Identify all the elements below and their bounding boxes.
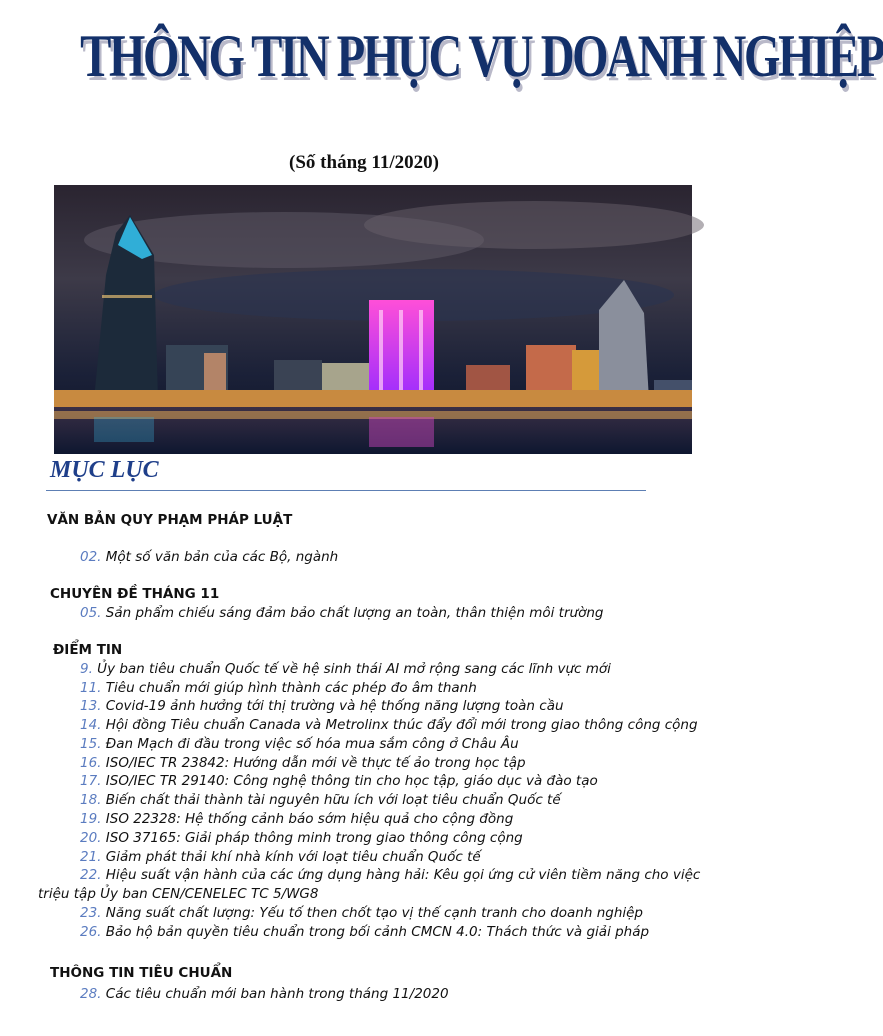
page-number: 22. xyxy=(80,867,102,883)
publication-title: THÔNG TIN PHỤC VỤ DOANH NGHIỆP xyxy=(80,23,883,89)
toc-item[interactable] xyxy=(80,549,338,565)
item-text: Hội đồng Tiêu chuẩn Canada và Metrolinx thúc đẩy đổi mới trong giao thông công cộng xyxy=(101,717,698,733)
page-number: 9. xyxy=(80,661,93,677)
toc-item[interactable] xyxy=(80,986,449,1002)
page-number: 15. xyxy=(80,736,102,752)
item-text: Bảo hộ bản quyền tiêu chuẩn trong bối cảnh CMCN 4.0: Thách thức và giải pháp xyxy=(101,924,650,940)
toc-item[interactable] xyxy=(80,905,643,921)
page-number: 23. xyxy=(80,905,102,921)
toc-item[interactable] xyxy=(80,849,481,865)
page-number: 28. xyxy=(80,986,102,1002)
item-text: Tiêu chuẩn mới giúp hình thành các phép đo âm thanh xyxy=(101,680,477,696)
section-title-standards: THÔNG TIN TIÊU CHUẨN xyxy=(50,965,233,981)
page-number: 17. xyxy=(80,773,102,789)
item-text: Các tiêu chuẩn mới ban hành trong tháng 11/2020 xyxy=(101,986,449,1002)
toc-item[interactable] xyxy=(80,924,649,940)
toc-item[interactable] xyxy=(80,867,700,883)
toc-item[interactable] xyxy=(80,661,611,677)
toc-item[interactable] xyxy=(80,736,519,752)
page-number: 20. xyxy=(80,830,102,846)
page-number: 26. xyxy=(80,924,102,940)
page-number: 16. xyxy=(80,755,102,771)
toc-divider xyxy=(46,490,646,491)
item-text: Một số văn bản của các Bộ, ngành xyxy=(101,549,339,565)
city-skyline-night-photo xyxy=(54,185,692,454)
toc-item[interactable] xyxy=(80,830,523,846)
toc-item[interactable] xyxy=(80,811,513,827)
page-number: 13. xyxy=(80,698,102,714)
item-text: ISO/IEC TR 29140: Công nghệ thông tin cho học tập, giáo dục và đào tạo xyxy=(101,773,598,789)
page-number: 21. xyxy=(80,849,102,865)
page-number: 14. xyxy=(80,717,102,733)
section-title-feature: CHUYÊN ĐỀ THÁNG 11 xyxy=(50,586,220,602)
toc-item[interactable] xyxy=(80,717,698,733)
item-text: ISO 22328: Hệ thống cảnh báo sớm hiệu quả cho cộng đồng xyxy=(101,811,514,827)
item-text: Giảm phát thải khí nhà kính với loạt tiêu chuẩn Quốc tế xyxy=(101,849,481,865)
toc-item[interactable] xyxy=(80,792,561,808)
issue-label: (Số tháng 11/2020) xyxy=(289,152,439,173)
toc-item[interactable] xyxy=(80,773,598,789)
item-text: Covid-19 ảnh hưởng tới thị trường và hệ thống năng lượng toàn cầu xyxy=(101,698,564,714)
toc-item[interactable] xyxy=(80,680,477,696)
item-text: ISO 37165: Giải pháp thông minh trong giao thông công cộng xyxy=(101,830,523,846)
toc-item[interactable] xyxy=(80,755,526,771)
item-text: Ủy ban tiêu chuẩn Quốc tế về hệ sinh thái AI mở rộng sang các lĩnh vực mới xyxy=(92,661,611,677)
page-number: 02. xyxy=(80,549,102,565)
page-number: 18. xyxy=(80,792,102,808)
section-title-legal: VĂN BẢN QUY PHẠM PHÁP LUẬT xyxy=(47,512,293,528)
section-title-news: ĐIỂM TIN xyxy=(53,642,123,658)
toc-item[interactable] xyxy=(80,605,603,621)
toc-item-continuation[interactable]: triệu tập Ủy ban CEN/CENELEC TC 5/WG8 xyxy=(38,886,319,902)
item-text: Hiệu suất vận hành của các ứng dụng hàng hải: Kêu gọi ứng cử viên tiềm năng cho việc xyxy=(101,867,701,883)
item-text: Đan Mạch đi đầu trong việc số hóa mua sắm công ở Châu Âu xyxy=(101,736,519,752)
item-text: Sản phẩm chiếu sáng đảm bảo chất lượng an toàn, thân thiện môi trường xyxy=(101,605,604,621)
page-number: 05. xyxy=(80,605,102,621)
page-number: 19. xyxy=(80,811,102,827)
item-text: Năng suất chất lượng: Yếu tố then chốt tạo vị thế cạnh tranh cho doanh nghiệp xyxy=(101,905,644,921)
item-text: ISO/IEC TR 23842: Hướng dẫn mới về thực tế ảo trong học tập xyxy=(101,755,526,771)
toc-heading: MỤC LỤC xyxy=(50,457,159,483)
item-text: Biến chất thải thành tài nguyên hữu ích với loạt tiêu chuẩn Quốc tế xyxy=(101,792,561,808)
toc-item[interactable] xyxy=(80,698,564,714)
page-number: 11. xyxy=(80,680,102,696)
